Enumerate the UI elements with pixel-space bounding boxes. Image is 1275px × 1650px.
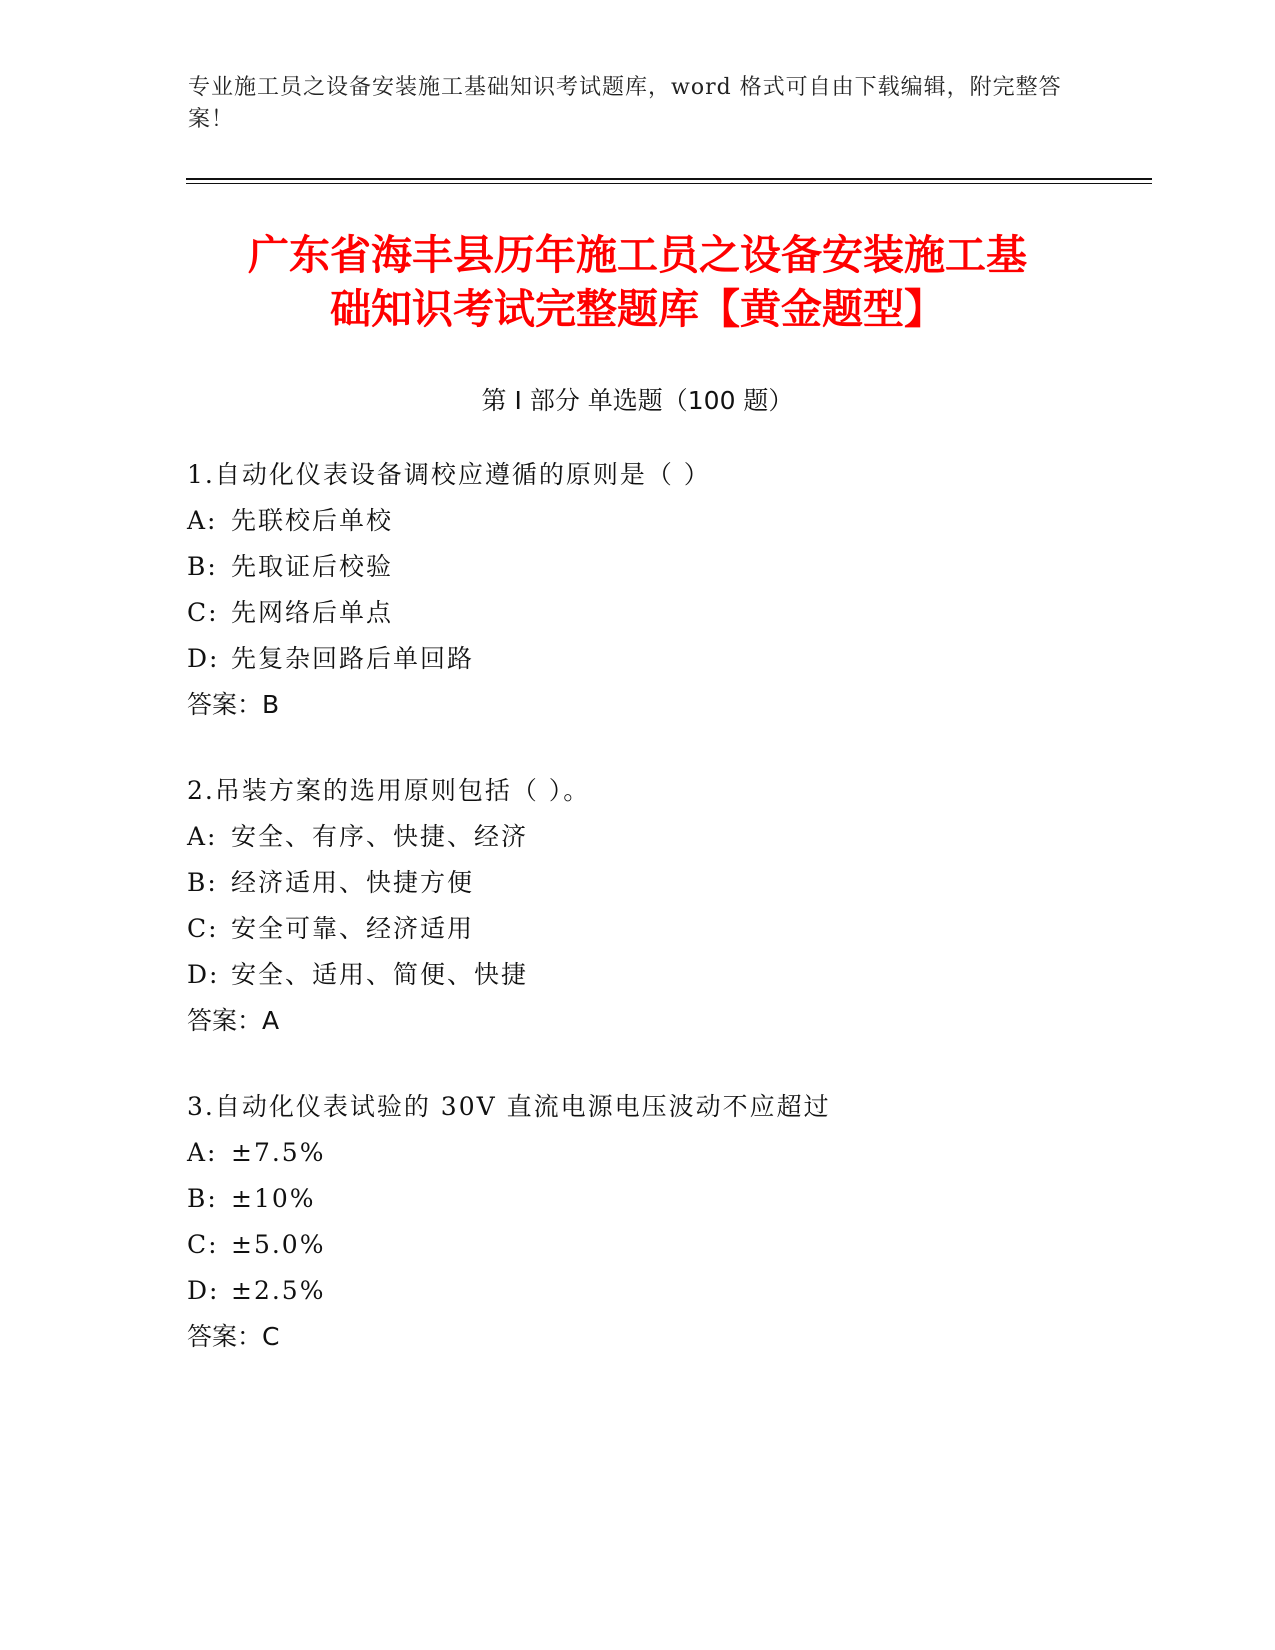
option-letter: D:: [187, 1276, 220, 1305]
question-stem: 3.自动化仪表试验的 30V 直流电源电压波动不应超过: [187, 1092, 831, 1121]
option-letter: A:: [187, 506, 218, 535]
option-text: 安全、适用、简便、快捷: [231, 960, 529, 989]
option-b: [187, 860, 1087, 906]
option-c: [187, 1222, 1087, 1268]
document-title-line-2: 础知识考试完整题库【黄金题型】: [330, 285, 945, 333]
option-b: [187, 544, 1087, 590]
answer: 答案：C: [187, 1322, 280, 1351]
option-letter: C:: [187, 1230, 219, 1259]
question-stem: 1.自动化仪表设备调校应遵循的原则是（ ）: [187, 460, 711, 489]
option-text: 先联校后单校: [231, 506, 394, 535]
section-title: 第 I 部分 单选题（100 题）: [481, 386, 794, 415]
option-letter: C:: [187, 598, 219, 627]
header-divider-thin: [186, 183, 1152, 184]
option-text: ±10%: [231, 1184, 316, 1213]
option-d: [187, 1268, 1087, 1314]
option-letter: A:: [187, 1138, 218, 1167]
option-a: [187, 498, 1087, 544]
answer: 答案：A: [187, 1006, 280, 1035]
option-d: [187, 952, 1087, 998]
option-letter: C:: [187, 914, 219, 943]
option-text: 安全、有序、快捷、经济: [231, 822, 529, 851]
option-c: [187, 906, 1087, 952]
option-a: [187, 1130, 1087, 1176]
answer: 答案：B: [187, 690, 280, 719]
option-letter: D:: [187, 644, 220, 673]
option-text: ±2.5%: [231, 1276, 326, 1305]
option-letter: D:: [187, 960, 220, 989]
option-text: 先取证后校验: [231, 552, 394, 581]
document-title: [150, 228, 1125, 336]
option-letter: B:: [187, 1184, 218, 1213]
question-2: [187, 768, 1087, 1044]
header-note: 专业施工员之设备安装施工基础知识考试题库，word 格式可自由下载编辑，附完整答案！: [188, 75, 1062, 132]
option-text: ±5.0%: [231, 1230, 326, 1259]
option-b: [187, 1176, 1087, 1222]
option-text: 先复杂回路后单回路: [231, 644, 475, 673]
option-d: [187, 636, 1087, 682]
option-text: ±7.5%: [231, 1138, 326, 1167]
header-divider-thick: [186, 178, 1152, 180]
option-text: 安全可靠、经济适用: [231, 914, 475, 943]
question-1: [187, 452, 1087, 728]
option-letter: B:: [187, 868, 218, 897]
question-stem: 2.吊装方案的选用原则包括（ ）。: [187, 776, 591, 805]
document-title-line-1: 广东省海丰县历年施工员之设备安装施工基: [248, 231, 1027, 279]
option-letter: B:: [187, 552, 218, 581]
option-text: 先网络后单点: [231, 598, 394, 627]
question-3: [187, 1084, 1087, 1360]
option-c: [187, 590, 1087, 636]
option-text: 经济适用、快捷方便: [231, 868, 475, 897]
option-letter: A:: [187, 822, 218, 851]
option-a: [187, 814, 1087, 860]
